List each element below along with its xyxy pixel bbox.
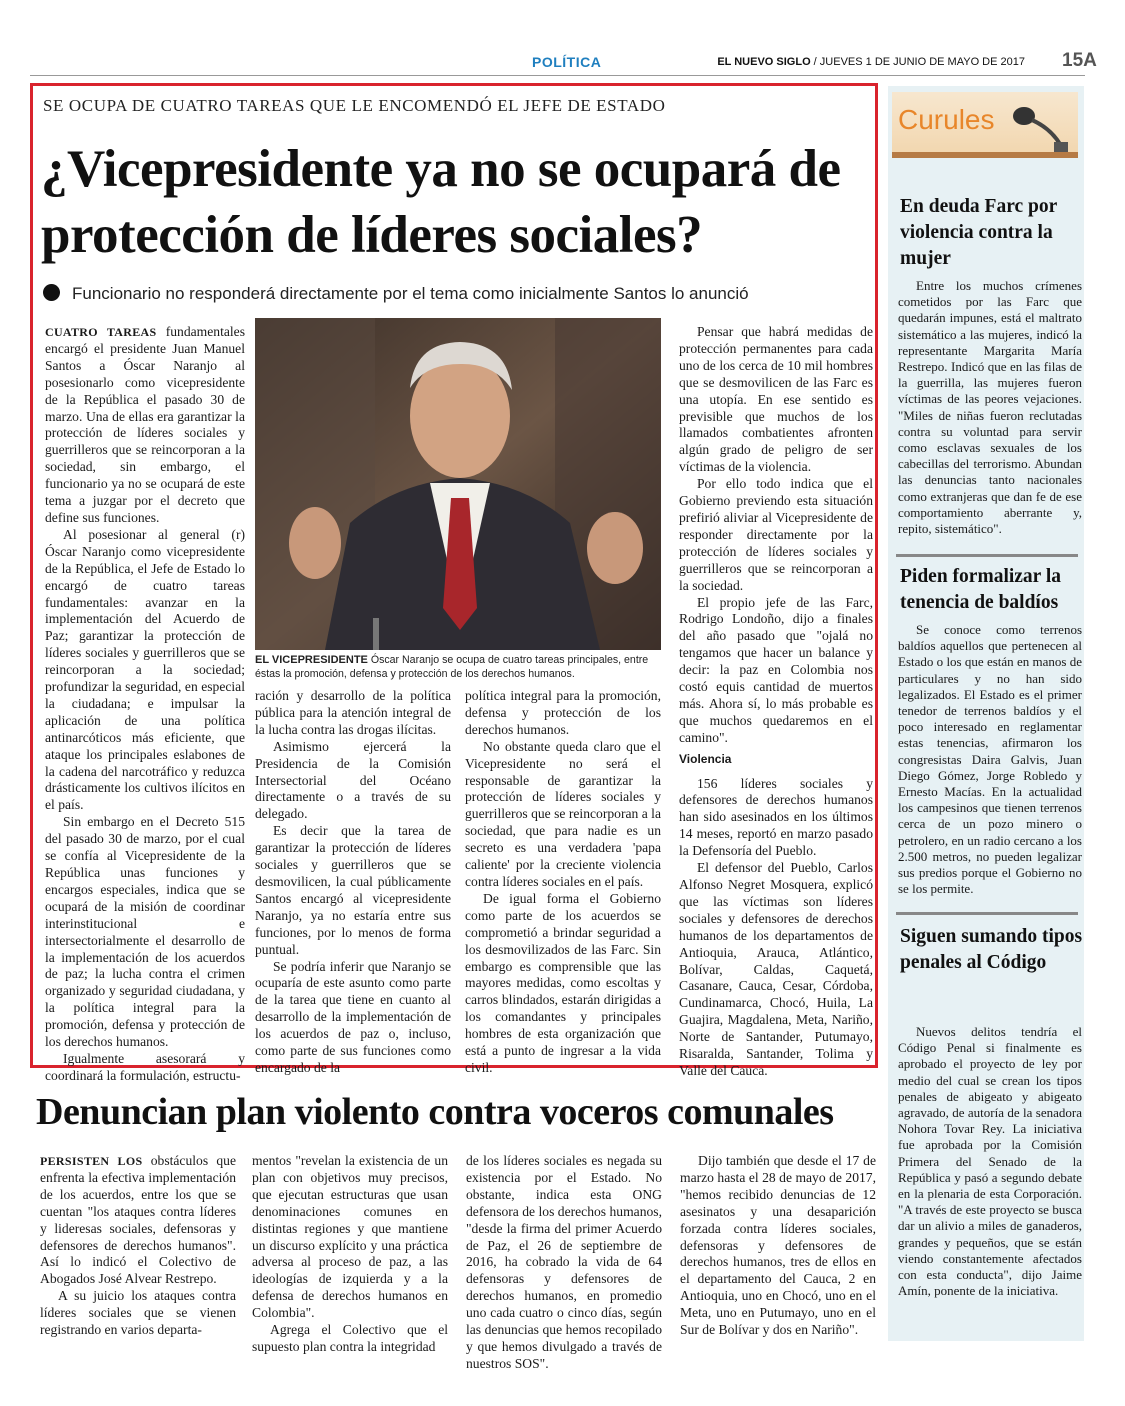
paragraph: Se conoce como terrenos baldíos aquellos que pertenecen al Estado o los que están en manos de particulares y no han sido legalizados. El Estado es el primer tenedor de terrenos baldíos y el poco interesado en reglamentar estas tenencias, afirmaron los congresistas Daira Galvis, Juan Diego Gómez, Jorge Robledo y Ernesto Macías. En la actualidad los campesinos que tienen terrenos cerca de un pozo minero o petrolero, en un radio cercano a los 2.500 metros, no pueden legalizar sus predios porque el Gobierno no se los permite. [898, 622, 1082, 897]
section-subtitle: Violencia [679, 751, 732, 766]
page-number: 15A [1062, 50, 1097, 71]
paragraph: Agrega el Colectivo que el supuesto plan contra la integridad [252, 1322, 448, 1354]
caption-lead: EL VICEPRESIDENTE [255, 654, 368, 666]
paragraph: A su juicio los ataques contra líderes sociales que se vienen registrando en varios departa- [40, 1288, 236, 1338]
article-column-2 [255, 688, 451, 1077]
paragraph: Al posesionar al general (r) Óscar Naranjo como vicepresidente de la República, el Jefe de Estado lo encargó de cuatro tareas fundamentales: avanzar en la implementación del Acuerdo de Paz; garantizar la protección de líderes sociales y guerrilleros que se reincorporan a la sociedad; profundizar la seguridad, en especial la ciudadana; e impulsar la aplicación de una política antinarcóticos más eficiente, que ataque los principales eslabones de la cadena del narcotráfico y reduzca drásticamente los cultivos ilícitos en el país. [45, 526, 245, 813]
paragraph: ración y desarrollo de la política pública para la atención integral de la lucha contra las drogas ilícitas. [255, 688, 451, 737]
section-name: POLÍTICA [532, 54, 602, 70]
caption-text: Óscar Naranjo se ocupa de cuatro tareas principales, entre éstas la promoción, defensa y protección de los derechos humanos. [255, 654, 649, 680]
header-rule [30, 75, 1085, 76]
paragraph: De igual forma el Gobierno como parte de los acuerdos se comprometió a brindar seguridad a los desmovilizados de las Farc. Sin embargo es comprensible que las mayores medidas, como escoltas y carros blindados, estarán dirigidas a los comandantes y principales hombres de esta organización que está a punto de ingresar a la vida civil. [465, 890, 661, 1075]
paragraph: Pensar que habrá medidas de protección permanentes para cada uno de los cerca de 10 mil hombres que se desmovilicen de las Farc es una utopía. En ese sentido es previsible que muchos de los llamados combatientes afronten algún grado de peligro de ser víctimas de la violencia. [679, 324, 873, 475]
paragraph: Nuevos delitos tendría el Código Penal si finalmente es aprobado el proyecto de ley por medio del cual se crean los tipos penales de abigeato y abigeato agravado, de autoría de la senadora Nohora Tovar Rey. La iniciativa fue aprobada por la Comisión Primera del Senado de la República y pasó a segundo debate en la plenaria de esta Corporación. "A través de este proyecto se busca dar un alivio a miles de ganaderos, grandes y pequeños, que se están viendo constantemente afectados con esta conducta", dijo Jaime Amín, ponente de la iniciativa. [898, 1024, 1082, 1299]
page-header [0, 50, 1125, 76]
bottom-column-4 [680, 1153, 876, 1339]
bottom-headline: Denuncian plan violento contra voceros comunales [36, 1091, 834, 1133]
article-headline: ¿Vicepresidente ya no se ocupará de protección de líderes sociales? [41, 140, 841, 264]
paragraph: El propio jefe de las Farc, Rodrigo Londoño, dijo a finales del año pasado que "ojalá no tengamos que hacer un balance y decir: la paz en Colombia nos costó equis cantidad de muertos más. Ahora sí, lo más probable es que muchos quedaremos en el camino". [679, 594, 873, 745]
paragraph: Se podría inferir que Naranjo se ocuparía de este asunto como parte de la tarea que tiene en cuanto al desarrollo de la implementación de los acuerdos de paz o, incluso, como parte de sus funciones como encargado de la [255, 958, 451, 1075]
sidebar-headline-3: Siguen sumando tipos penales al Código [900, 926, 1083, 973]
curules-banner [892, 92, 1078, 158]
sidebar-divider [896, 554, 1078, 557]
lead-in: PERSISTEN LOS [40, 1154, 143, 1168]
curules-sidebar [888, 86, 1084, 1341]
article-kicker: SE OCUPA DE CUATRO TAREAS QUE LE ENCOMENDÓ EL JEFE DE ESTADO [43, 96, 666, 115]
paragraph: No obstante queda claro que el Vicepresidente no será el responsable de garantizar la protección de líderes sociales y guerrilleros que se reincorporan a la sociedad, que para nadie es un secreto es una verdadera 'papa caliente' por la creciente violencia contra líderes sociales en el país. [465, 738, 661, 889]
article-column-4 [679, 324, 873, 1080]
bottom-column-1 [40, 1153, 236, 1339]
article-subhead [43, 284, 749, 304]
curules-title: Curules [898, 104, 995, 135]
sidebar-story-3 [898, 1024, 1082, 1299]
paragraph: 156 líderes sociales y defensores de derechos humanos han sido asesinados en los últimos 14 meses, reportó en marzo pasado la Defensoría del Pueblo. [679, 775, 873, 859]
paragraph: Sin embargo en el Decreto 515 del pasado 30 de marzo, por el cual se confía al Vicepresidente de la República unas funciones y encargos especiales, indica que se ocupará de la misión de coordinar interinstitucional e intersectorialmente el desarrollo de la implementación de los acuerdos de paz; la lucha contra el crimen organizado y seguridad ciudadana, y la política integral para la promoción, defensa y protección de los derechos humanos. [45, 814, 245, 1050]
bottom-column-3 [466, 1153, 662, 1373]
paragraph: fundamentales encargó el presidente Juan Manuel Santos a Óscar Naranjo al posesionarlo como vicepresidente de la República el pasado 30 de marzo. Una de ellas era garantizar la protección de líderes sociales y guerrilleros que se reincorporan a la sociedad, sin embargo, el funcionario ya no se ocupará de este tema a juzgar por el decreto que define sus funciones. [45, 324, 245, 525]
paragraph: Entre los muchos crímenes cometidos por las Farc que quedarán impunes, está el maltrato sistemático a las mujeres, indicó la representante Margarita María Restrepo. Indicó que en las filas de la guerrilla, las mujeres fueron víctimas de las peores vejaciones. "Miles de niñas fueron reclutadas contra su voluntad para servir como esclavas sexuales de los cabecillas del terrorismo. Abundan las denuncias tanto nacionales como extranjeras que dan fe de ese comportamiento aberrante y, repito, sistemático". [898, 278, 1082, 537]
paragraph: obstáculos que enfrenta la efectiva implementación de los acuerdos, entre los que se cuentan "los ataques contra líderes y lideresas sociales, defensoras y defensores de derechos humanos". Así lo indicó el Colectivo de Abogados José Alvear Restrepo. [40, 1153, 236, 1287]
paper-date: / JUEVES 1 DE JUNIO DE MAYO DE 2017 [810, 56, 1025, 68]
bottom-column-2 [252, 1153, 448, 1356]
sidebar-headline-2: Piden formalizar la tenencia de baldíos [900, 566, 1062, 613]
main-article [30, 83, 878, 1083]
article-column-1 [45, 324, 245, 1085]
article-column-3 [465, 688, 661, 1077]
photo-illustration [255, 318, 661, 650]
bullet-icon [43, 284, 60, 301]
paragraph: Igualmente asesorará y coordinará la formulación, estructu- [45, 1050, 245, 1083]
sidebar-headline-1: En deuda Farc por violencia contra la mujer [900, 196, 1057, 269]
sidebar-divider [896, 912, 1078, 915]
paragraph: Asimismo ejercerá la Presidencia de la Comisión Intersectorial del Océano directamente o a través de su delegado. [255, 738, 451, 822]
lead-in: CUATRO TAREAS [45, 325, 157, 339]
sidebar-story-2 [898, 622, 1082, 897]
paragraph: de los líderes sociales es negada su existencia por el Estado. No obstante, indica esta ONG defensora de los derechos humanos, "desde la firma del primer Acuerdo de Paz, el 26 de septiembre de 2016, ha cobrado la vida de 64 defensoras y defensores de derechos humanos, en promedio uno cada cuatro o cinco días, según las denuncias que hemos recopilado y que hemos divulgado a través de nuestros SOS". [466, 1153, 662, 1371]
vicepresident-photo [255, 318, 661, 650]
paper-name [717, 56, 1025, 68]
paragraph: Por ello todo indica que el Gobierno previendo esta situación prefirió aliviar al Vicepresidente de responder directamente por la protección de líderes sociales y guerrilleros que se reincorporan a la sociedad. [679, 476, 873, 593]
paragraph: Es decir que la tarea de garantizar la protección de líderes sociales y guerrilleros que se desmovilicen, la cual públicamente Santos encargó al vicepresidente Naranjo, ya no estaría entre sus funciones, por lo menos de forma puntual. [255, 823, 451, 957]
paragraph: El defensor del Pueblo, Carlos Alfonso Negret Mosquera, explicó que las víctimas son líderes sociales y defensores de derechos humanos de los departamentos de Antioquia, Arauca, Atlántico, Bolívar, Caldas, Caquetá, Casanare, Cauca, Cesar, Córdoba, Cundinamarca, Chocó, Huila, La Guajira, Magdalena, Meta, Nariño, Norte de Santander, Putumayo, Risaralda, Santander, Tolima y Valle del Cauca. [679, 860, 873, 1078]
microphone-icon [1010, 98, 1076, 154]
paragraph: política integral para la promoción, defensa y protección de los derechos humanos. [465, 688, 661, 737]
paragraph: mentos "revelan la existencia de un plan con objetivos muy precisos, que ejecutan estructuras que usan denominaciones comunes en distintas regiones y que mantiene un discurso explícito y una práctica adversa al proceso de paz, a las ideologías de izquierda y a la defensa de derechos humanos en Colombia". [252, 1153, 448, 1321]
paragraph: Dijo también que desde el 17 de marzo hasta el 28 de mayo de 2017, "hemos recibido denuncias de 12 asesinatos y una desaparición forzada contra líderes sociales, defensoras y defensores de derechos humanos, tres de ellos en el departamento del Cauca, 2 en Antioquia, uno en Chocó, uno en el Meta, uno en Putumayo, uno en el Sur de Bolívar y dos en Nariño". [680, 1153, 876, 1338]
photo-caption [255, 653, 661, 681]
sidebar-story-1 [898, 278, 1082, 537]
paper-title: EL NUEVO SIGLO [717, 56, 811, 68]
subhead-text: Funcionario no responderá directamente por el tema como inicialmente Santos lo anunció [72, 284, 749, 303]
